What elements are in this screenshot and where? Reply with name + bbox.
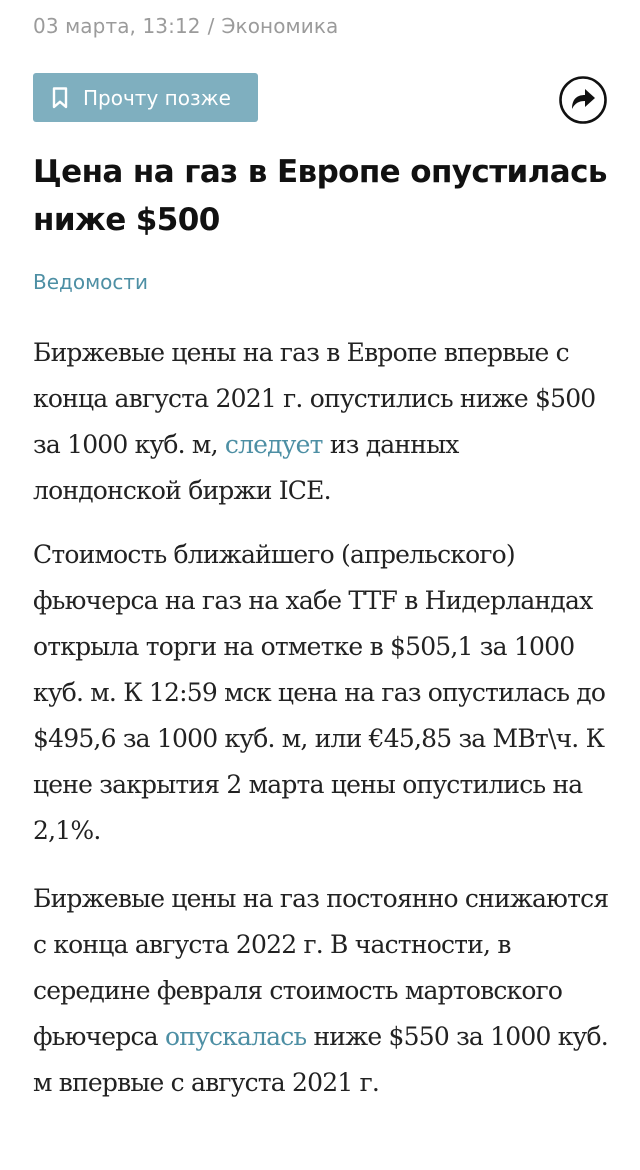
meta-separator: / xyxy=(207,14,215,38)
article-category[interactable]: Экономика xyxy=(221,14,339,38)
paragraph-text: из данных лондонской биржи ICE. xyxy=(33,430,459,505)
read-later-button[interactable] xyxy=(33,73,258,122)
paragraph-text: Биржевые цены на газ в Европе впервые с конца августа 2021 г. опустились ниже $500 за 1000 куб. м, xyxy=(33,338,596,459)
share-button[interactable] xyxy=(559,76,607,124)
related-inline-link[interactable]: опускалась xyxy=(164,1022,307,1051)
article-title: Цена на газ в Европе опустилась ниже $500 xyxy=(33,154,607,238)
read-later-label: Прочту позже xyxy=(83,85,231,110)
article-paragraph-2: Стоимость ближайшего (апрельского) фьючерса на газ на хабе TTF в Нидерландах открыла торги на отметке в $505,1 за 1000 куб. м. К 12:59 мск цена на газ опустилась до $495,6 за 1000 куб. м, или €45,85 за МВт\ч. К цене закрытия 2 марта цены опустились на 2,1%. xyxy=(33,540,606,845)
source-inline-link[interactable]: следует xyxy=(224,430,323,459)
share-arrow-icon xyxy=(559,76,607,124)
article-source-link[interactable]: Ведомости xyxy=(33,270,149,294)
article-paragraph-3 xyxy=(33,876,613,1106)
paragraph-text: Биржевые цены на газ постоянно снижаются с конца августа 2022 г. В частности, в середине февраля стоимость мартовского фьючерса xyxy=(33,884,609,1051)
article-paragraph-1 xyxy=(33,330,613,514)
bookmark-icon xyxy=(52,87,68,109)
article-date: 03 марта, 13:12 xyxy=(33,14,201,38)
paragraph-text: ниже $550 за 1000 куб. м впервые с августа 2021 г. xyxy=(33,1022,608,1097)
article-meta xyxy=(33,14,338,38)
